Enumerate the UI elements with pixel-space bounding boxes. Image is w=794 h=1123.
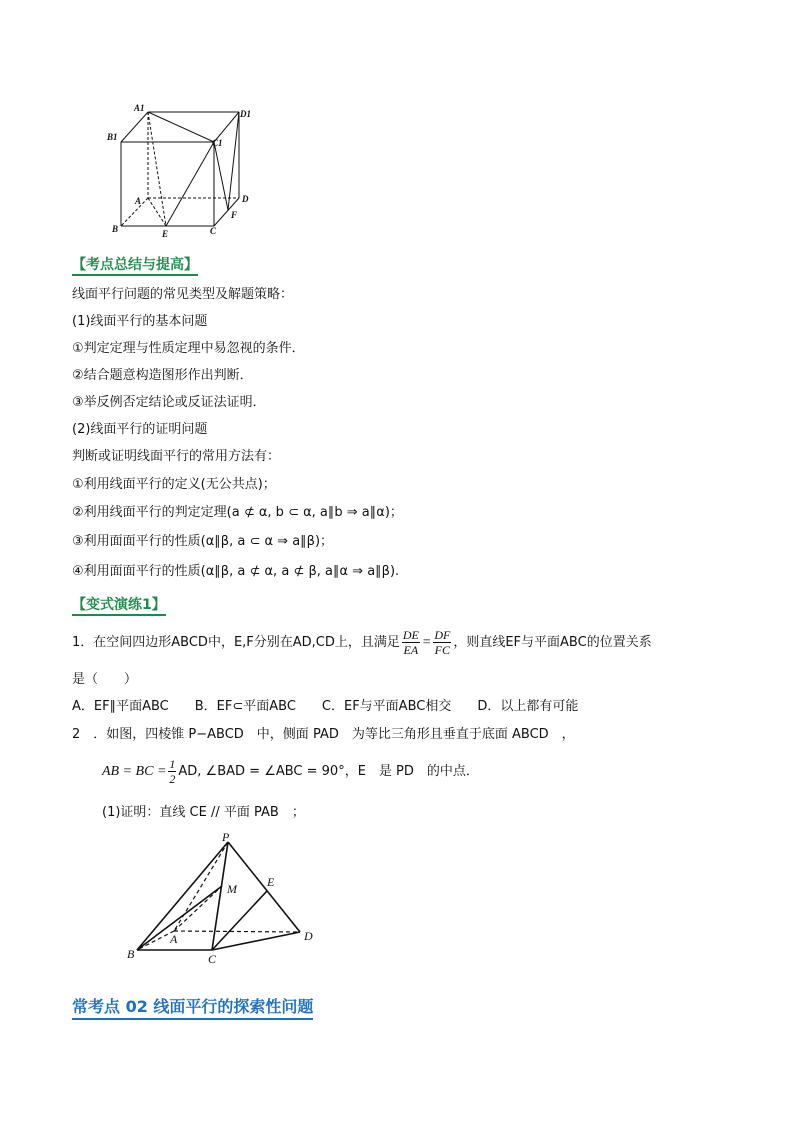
fraction-numerator: DF	[434, 628, 451, 642]
label-a: A	[170, 932, 178, 946]
label-a1: A1	[134, 103, 145, 113]
fraction-df-fc	[433, 628, 451, 657]
summary-line-7: 判断或证明线面平行的常用方法有：	[72, 449, 281, 464]
label-e: E	[267, 875, 275, 889]
question-1-options: A．EF∥平面ABC B．EF⊂平面ABC C．EF与平面ABC相交 D．以上都有可能	[72, 699, 579, 714]
equals-sign: =	[421, 635, 432, 650]
label-c1: C1	[212, 138, 223, 148]
segment-b-m	[137, 886, 222, 950]
question-2-line-2	[102, 754, 479, 790]
label-d: D	[304, 929, 313, 943]
fraction-one-half	[168, 757, 176, 786]
pyramid-figure	[124, 830, 328, 964]
label-c: C	[210, 226, 217, 236]
summary-line-2: (1)线面平行的基本问题	[72, 314, 208, 329]
label-c: C	[208, 952, 217, 964]
cube-figure	[104, 100, 264, 242]
question-1-line-1	[72, 628, 652, 658]
hidden-edge-a-d	[174, 931, 300, 932]
fraction-denominator: 2	[169, 772, 176, 786]
summary-line-6: (2)线面平行的证明问题	[72, 422, 208, 437]
segment-c1-e	[166, 142, 214, 226]
question-2-line-1: 2 ．如图，四棱锥 P−ABCD 中，侧面 PAD 为等比三角形且垂直于底面 ABCD ，	[72, 727, 575, 742]
hidden-segment-a-m	[174, 886, 222, 931]
hidden-segment-a1-e	[148, 112, 166, 226]
summary-line-9: ②利用线面平行的判定定理(a ⊄ α, b ⊂ α, a∥b ⇒ a∥α)；	[72, 505, 403, 520]
label-a: A	[135, 196, 142, 206]
next-section-heading: 常考点 02 线面平行的探索性问题	[72, 996, 313, 1020]
question-1-text-b: ，则直线EF与平面ABC的位置关系	[453, 635, 652, 650]
label-d: D	[242, 194, 249, 204]
edge-p-d	[228, 842, 300, 932]
summary-line-4: ②结合题意构造图形作出判断．	[72, 368, 253, 383]
question-1-text-a: 1．在空间四边形ABCD中，E,F分别在AD,CD上，且满足	[72, 635, 400, 650]
label-f: F	[231, 210, 238, 220]
summary-line-8: ①利用线面平行的定义(无公共点)；	[72, 477, 276, 492]
equation-ad-angles: AD, ∠BAD = ∠ABC = 90°，E 是 PD 的中点．	[178, 764, 479, 779]
hidden-edge-p-a	[174, 842, 228, 931]
edge-a1-b1	[121, 112, 148, 142]
label-p: P	[222, 830, 230, 844]
practice-heading: 【变式演练1】	[72, 596, 166, 616]
label-b1: B1	[107, 132, 118, 142]
label-e: E	[162, 229, 169, 239]
fraction-numerator: 1	[169, 757, 176, 771]
fraction-de-ea	[402, 628, 420, 657]
label-b: B	[112, 224, 119, 234]
summary-line-11: ④利用面面平行的性质(α∥β, a ⊄ α, a ⊄ β, a∥α ⇒ a∥β).	[72, 564, 400, 579]
question-1-line-2: 是（ ）	[72, 672, 138, 687]
summary-line-1: 线面平行问题的常见类型及解题策略：	[72, 287, 294, 302]
label-d1: D1	[240, 109, 251, 119]
summary-heading: 【考点总结与提高】	[72, 256, 198, 276]
summary-line-3: ①判定定理与性质定理中易忽视的条件．	[72, 341, 305, 356]
fraction-numerator: DE	[402, 628, 419, 642]
hidden-edge-a-b	[137, 931, 174, 950]
fraction-denominator: EA	[403, 643, 419, 657]
question-2-sub-1: (1)证明：直线 CE // 平面 PAB ；	[102, 805, 305, 820]
segment-c1-f	[214, 142, 228, 210]
segment-a1-c1	[148, 112, 214, 142]
label-b: B	[127, 947, 135, 961]
segment-d1-f	[228, 112, 239, 210]
summary-line-5: ③举反例否定结论或反证法证明．	[72, 395, 266, 410]
fraction-denominator: FC	[434, 643, 451, 657]
summary-line-10: ③利用面面平行的性质(α∥β, a ⊂ α ⇒ a∥β)；	[72, 534, 334, 549]
equation-ab-bc: AB = BC =	[102, 764, 167, 779]
label-m: M	[227, 882, 237, 896]
